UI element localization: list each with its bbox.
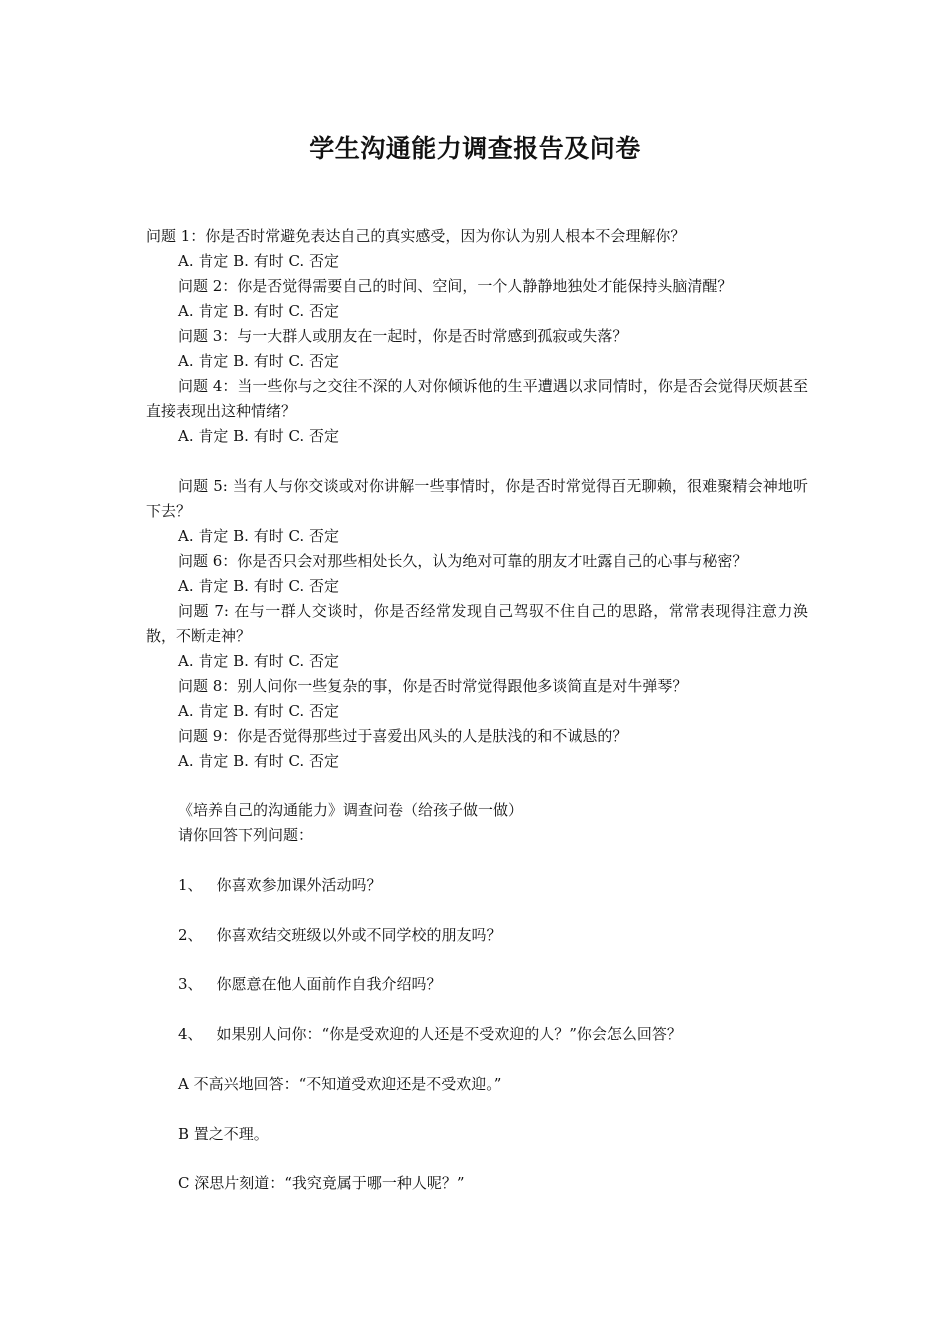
question-8: 问题 8：别人问你一些复杂的事，你是否时常觉得跟他多谈简直是对牛弹琴？ [178,677,688,695]
item-number: 1、 [178,876,203,894]
survey-item-4 [178,1022,840,1047]
options-7: A. 肯定 B. 有时 C. 否定 [178,652,339,670]
options-3: A. 肯定 B. 有时 C. 否定 [178,352,339,370]
options-6: A. 肯定 B. 有时 C. 否定 [178,577,339,595]
question-2: 问题 2：你是否觉得需要自己的时间、空间，一个人静静地独处才能保持头脑清醒？ [178,277,733,295]
question-5: 问题 5: 当有人与你交谈或对你讲解一些事情时，你是否时常觉得百无聊赖，很难聚精会神地听下去？ [146,477,808,520]
item-text: 你喜欢结交班级以外或不同学校的朋友吗？ [216,926,502,944]
item-text: 你喜欢参加课外活动吗？ [216,876,382,894]
survey-intro: 请你回答下列问题： [178,826,314,844]
question-9: 问题 9：你是否觉得那些过于喜爱出风头的人是肤浅的和不诚恳的？ [178,727,628,745]
answer-c: C 深思片刻道：“我究竟属于哪一种人呢？” [178,1174,465,1192]
options-1: A. 肯定 B. 有时 C. 否定 [178,252,339,270]
question-1: 问题 1：你是否时常避免表达自己的真实感受，因为你认为别人根本不会理解你？ [146,227,686,245]
answer-b: B 置之不理。 [178,1125,269,1143]
survey-item-1 [178,873,840,898]
survey-title: 《培养自己的沟通能力》调查问卷（给孩子做一做） [178,801,524,819]
survey-item-3 [178,972,840,997]
item-text: 如果别人问你：“你是受欢迎的人还是不受欢迎的人？”你会怎么回答？ [216,1025,682,1043]
options-8: A. 肯定 B. 有时 C. 否定 [178,702,339,720]
question-3: 问题 3：与一大群人或朋友在一起时，你是否时常感到孤寂或失落？ [178,327,628,345]
item-number: 4、 [178,1025,203,1043]
survey-item-2 [178,923,840,948]
options-9: A. 肯定 B. 有时 C. 否定 [178,752,339,770]
item-number: 2、 [178,926,203,944]
document-title: 学生沟通能力调查报告及问卷 [309,134,641,163]
options-2: A. 肯定 B. 有时 C. 否定 [178,302,339,320]
question-6: 问题 6：你是否只会对那些相处长久，认为绝对可靠的朋友才吐露自己的心事与秘密？ [178,552,748,570]
item-text: 你愿意在他人面前作自我介绍吗？ [216,975,442,993]
question-4: 问题 4：当一些你与之交往不深的人对你倾诉他的生平遭遇以求同情时，你是否会觉得厌烦甚至直接表现出这种情绪？ [146,377,808,420]
question-7: 问题 7: 在与一群人交谈时，你是否经常发现自己驾驭不住自己的思路，常常表现得注意力涣散，不断走神？ [146,602,808,645]
options-5: A. 肯定 B. 有时 C. 否定 [178,527,339,545]
options-4: A. 肯定 B. 有时 C. 否定 [178,427,339,445]
answer-a: A 不高兴地回答：“不知道受欢迎还是不受欢迎。” [178,1075,502,1093]
item-number: 3、 [178,975,203,993]
